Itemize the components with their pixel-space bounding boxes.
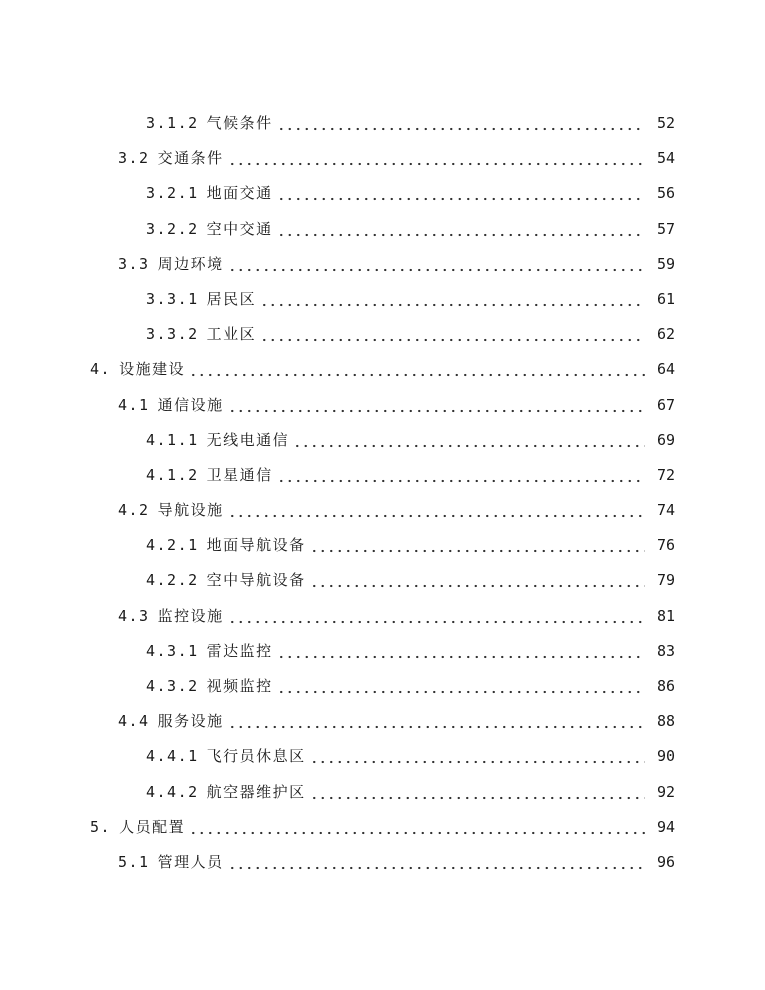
toc-entry-title: 飞行员休息区 (206, 747, 306, 766)
toc-entry-number: 5. (90, 817, 112, 836)
dot-leader (293, 423, 645, 458)
toc-entry-title: 气候条件 (206, 114, 273, 132)
toc-entry-number: 4.4.1 (146, 747, 199, 766)
toc-entry-page-number: 56 (656, 184, 675, 203)
toc-entry-title: 导航设施 (157, 501, 224, 520)
toc-entry-number: 3.2.1 (146, 184, 199, 203)
toc-entry[interactable] (0, 739, 765, 774)
toc-entry-number: 3.3.1 (146, 289, 199, 308)
toc-entry-title: 地面交通 (206, 184, 273, 203)
toc-entry-title: 人员配置 (119, 817, 186, 836)
toc-entry[interactable] (0, 423, 765, 458)
toc-entry-number: 5.1 (118, 852, 150, 871)
toc-entry-page-number: 69 (656, 430, 675, 449)
toc-entry-page-number: 76 (656, 536, 675, 555)
dot-leader (228, 845, 645, 880)
dot-leader (310, 775, 645, 810)
dot-leader (228, 493, 645, 528)
toc-entry-page-number: 54 (656, 149, 675, 168)
toc-entry-page-number: 88 (656, 712, 675, 731)
dot-leader (277, 176, 645, 211)
toc-entry-number: 3.1.2 (146, 114, 199, 132)
toc-entry-page-number: 92 (656, 782, 675, 801)
toc-entry-page-number: 67 (656, 395, 675, 414)
toc-entry-title: 航空器维护区 (206, 782, 306, 801)
toc-entry[interactable] (0, 388, 765, 423)
toc-entry[interactable] (0, 212, 765, 247)
toc-entry-number: 4.1.1 (146, 430, 199, 449)
dot-leader (228, 141, 645, 176)
toc-entry[interactable] (0, 458, 765, 493)
toc-entry-number: 4.1 (118, 395, 150, 414)
dot-leader (310, 563, 645, 598)
toc-entry-title: 交通条件 (157, 149, 224, 168)
toc-entry-page-number: 79 (656, 571, 675, 590)
dot-leader (310, 739, 645, 774)
toc-entry-page-number: 86 (656, 677, 675, 695)
toc-entry[interactable] (0, 704, 765, 739)
toc-entry-title: 视频监控 (206, 677, 273, 695)
toc-entry-title: 监控设施 (157, 606, 224, 625)
toc-entry-page-number: 57 (656, 219, 675, 238)
toc-entry-title: 空中交通 (206, 219, 273, 238)
toc-entry[interactable] (0, 176, 765, 211)
toc-entry-title: 居民区 (206, 289, 257, 308)
dot-leader (277, 212, 645, 247)
dot-leader (277, 634, 645, 669)
toc-entry-number: 4.4.2 (146, 782, 199, 801)
toc-entry[interactable] (0, 317, 765, 352)
toc-entry-number: 3.3 (118, 254, 150, 273)
toc-entry-page-number: 72 (656, 465, 675, 484)
toc-entry[interactable] (0, 599, 765, 634)
toc-entry[interactable] (0, 775, 765, 810)
toc-entry-number: 4.3 (118, 606, 150, 625)
toc-entry-page-number: 74 (656, 501, 675, 520)
toc-entry-number: 4.1.2 (146, 465, 199, 484)
toc-entry-number: 4.4 (118, 712, 150, 731)
toc-entry-title: 工业区 (206, 325, 257, 344)
toc-entry-title: 周边环境 (157, 254, 224, 273)
toc-entry-number: 3.2 (118, 149, 150, 168)
toc-entry-number: 3.2.2 (146, 219, 199, 238)
toc-entry-number: 4.2.1 (146, 536, 199, 555)
dot-leader (260, 317, 645, 352)
dot-leader (228, 247, 645, 282)
toc-entry[interactable] (0, 352, 765, 387)
toc-entry-number: 4.2.2 (146, 571, 199, 590)
toc-entry-page-number: 90 (656, 747, 675, 766)
toc-entry-number: 4.2 (118, 501, 150, 520)
toc-entry-title: 空中导航设备 (206, 571, 306, 590)
toc-entry[interactable] (0, 141, 765, 176)
toc-entry[interactable] (0, 669, 765, 704)
toc-entry[interactable] (0, 247, 765, 282)
toc-entry-page-number: 94 (656, 817, 675, 836)
toc-entry-page-number: 52 (656, 114, 675, 132)
toc-entry-title: 无线电通信 (206, 430, 290, 449)
toc-entry-page-number: 96 (656, 852, 675, 871)
dot-leader (228, 599, 645, 634)
toc-entry-page-number: 81 (656, 606, 675, 625)
toc-entry[interactable] (0, 493, 765, 528)
toc-entry-title: 设施建设 (119, 360, 186, 379)
dot-leader (277, 106, 645, 141)
dot-leader (189, 352, 645, 387)
dot-leader (277, 458, 645, 493)
toc-entry[interactable] (0, 106, 765, 141)
toc-entry[interactable] (0, 528, 765, 563)
toc-entry-page-number: 59 (656, 254, 675, 273)
toc-entry-page-number: 64 (656, 360, 675, 379)
toc-entry-title: 雷达监控 (206, 641, 273, 660)
toc-entry-title: 通信设施 (157, 395, 224, 414)
toc-entry[interactable] (0, 810, 765, 845)
dot-leader (310, 528, 645, 563)
toc-entry[interactable] (0, 282, 765, 317)
toc-entry-page-number: 61 (656, 289, 675, 308)
toc-entry[interactable] (0, 634, 765, 669)
table-of-contents (0, 106, 765, 880)
toc-entry[interactable] (0, 845, 765, 880)
dot-leader (228, 704, 645, 739)
toc-entry-title: 卫星通信 (206, 465, 273, 484)
toc-entry-title: 服务设施 (157, 712, 224, 731)
toc-entry-page-number: 62 (656, 325, 675, 344)
toc-entry-title: 地面导航设备 (206, 536, 306, 555)
dot-leader (277, 669, 645, 704)
dot-leader (260, 282, 645, 317)
dot-leader (189, 810, 645, 845)
toc-entry-number: 4.3.2 (146, 677, 199, 695)
toc-entry[interactable] (0, 563, 765, 598)
toc-entry-page-number: 83 (656, 641, 675, 660)
toc-entry-number: 3.3.2 (146, 325, 199, 344)
toc-entry-title: 管理人员 (157, 852, 224, 871)
toc-entry-number: 4.3.1 (146, 641, 199, 660)
toc-entry-number: 4. (90, 360, 112, 379)
dot-leader (228, 388, 645, 423)
